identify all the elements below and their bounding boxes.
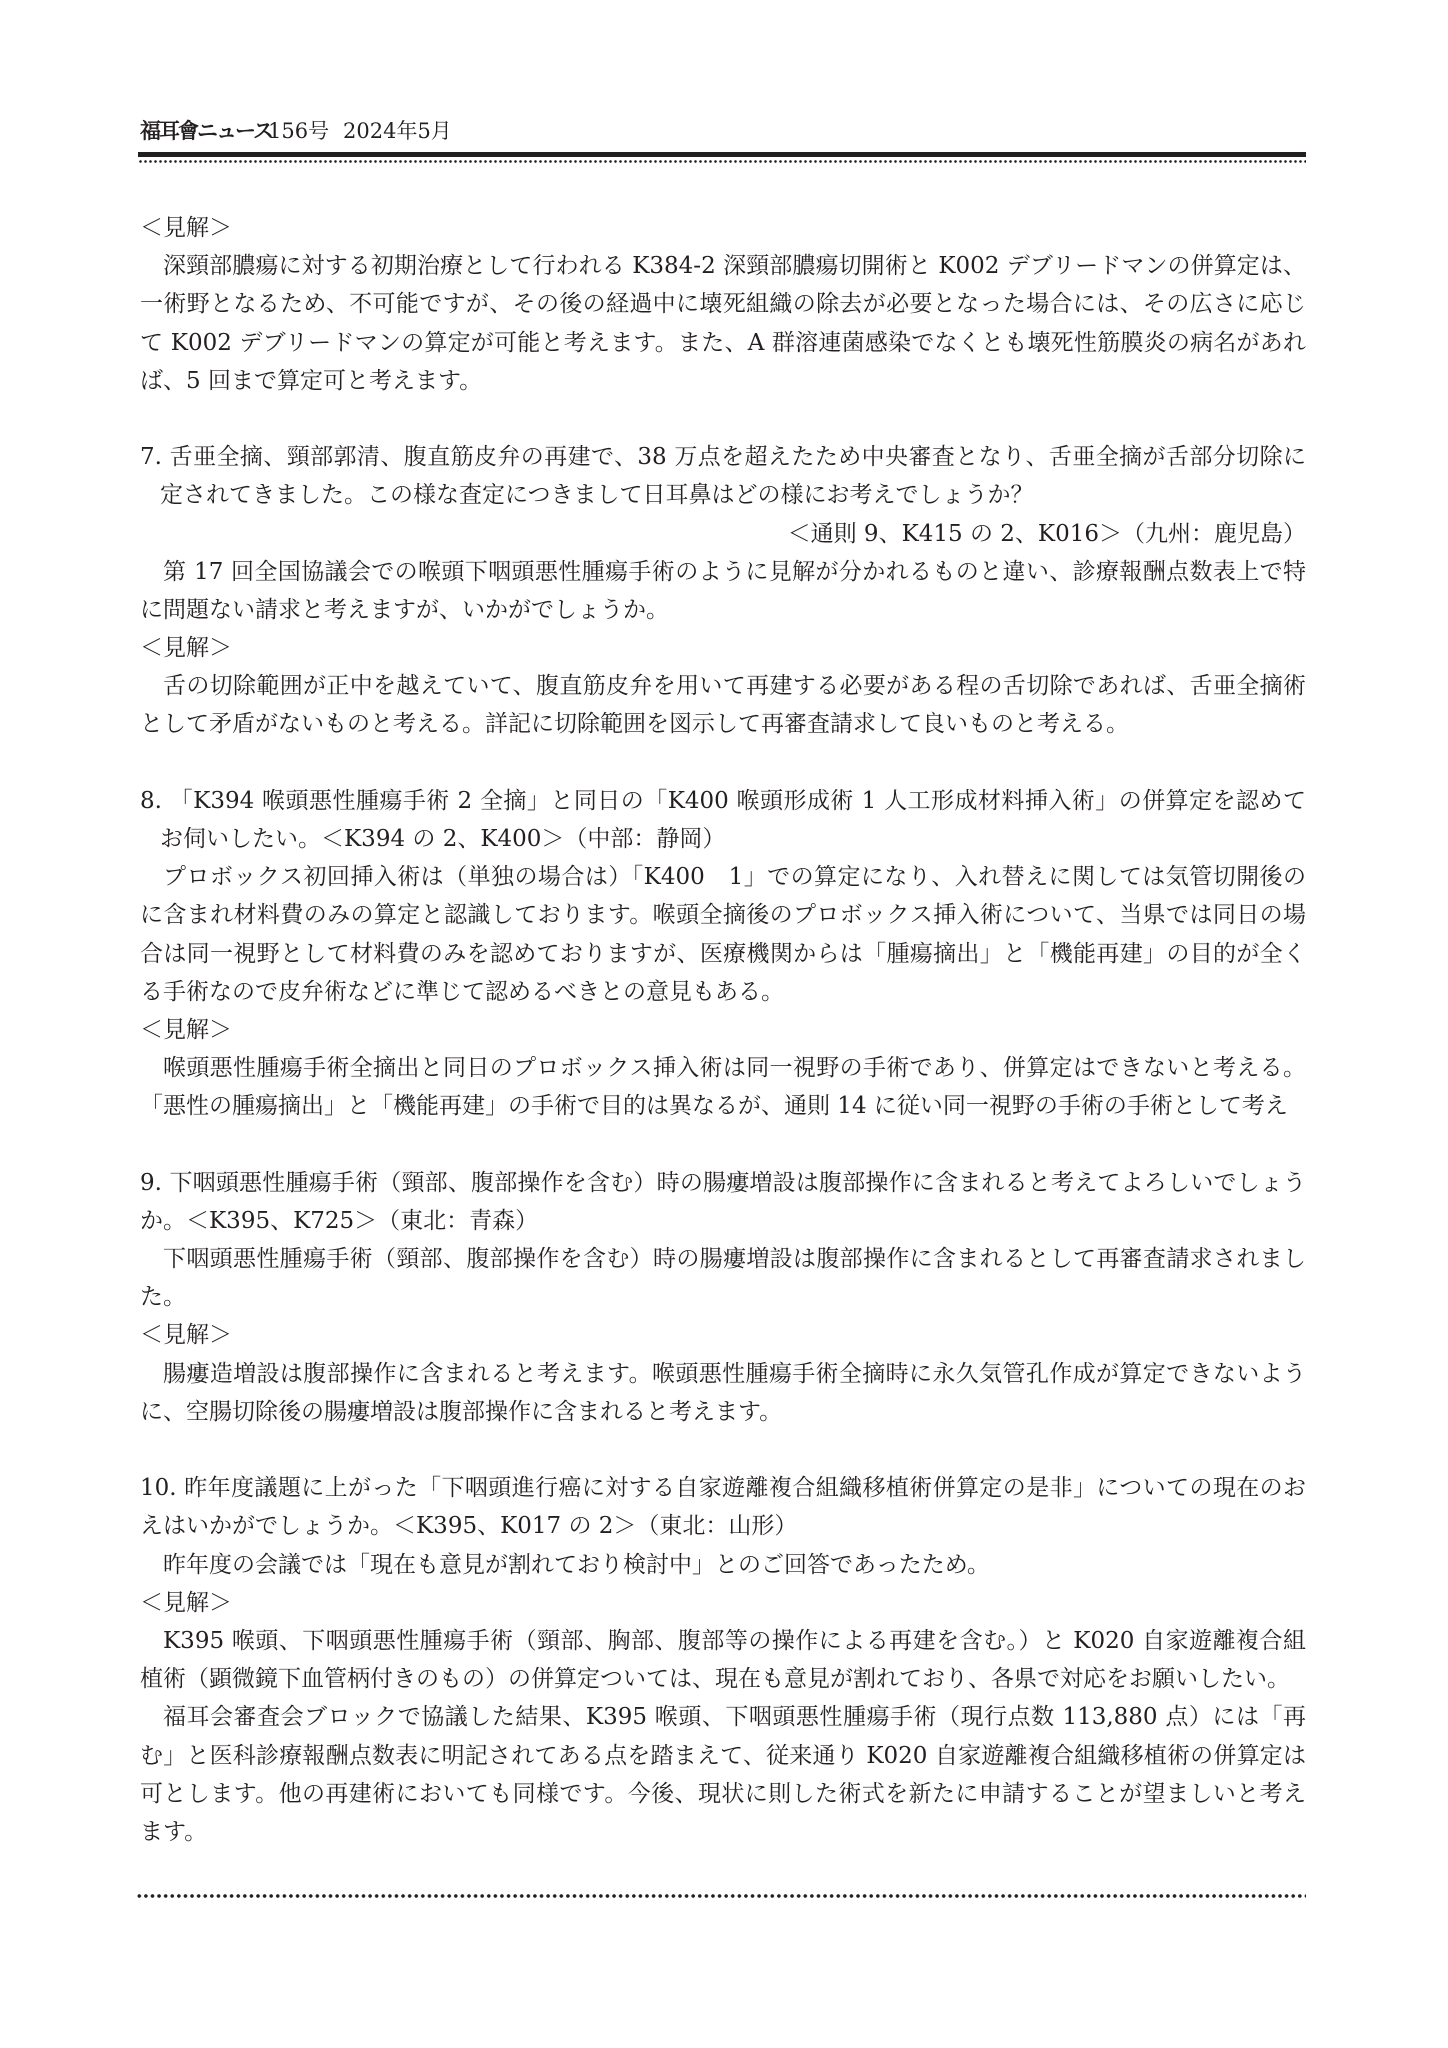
question-comment: 合は同一視野として材料費のみを認めておりますが、医療機関からは「腫瘍摘出」と「機能再建」の目的が全く: [140, 940, 1306, 967]
header-dotted-rule: [138, 160, 1306, 163]
question-text: 7. 舌亜全摘、頸部郭清、腹直筋皮弁の再建で、38 万点を超えたため中央審査となり、舌亜全摘が舌部分切除に: [140, 444, 1306, 471]
opinion-text: として矛盾がないものと考える。詳記に切除範囲を図示して再審査請求して良いものと考える。: [140, 711, 1129, 738]
section-item-7: [140, 438, 1306, 744]
question-reference: ＜通則 9、K415 の 2、K016＞（九州：鹿児島）: [787, 520, 1306, 547]
opinion-text: 深頸部膿瘍に対する初期治療として行われる K384-2 深頸部膿瘍切開術と K002 デブリードマンの併算定は、: [163, 253, 1306, 280]
question-comment: に問題ない請求と考えますが、いかがでしょうか。: [140, 596, 669, 623]
opinion-text: 一術野となるため、不可能ですが、その後の経過中に壊死組織の除去が必要となった場合には、その広さに応じ: [140, 291, 1306, 318]
section-item-9: [140, 1164, 1306, 1431]
opinion-heading: ＜見解＞: [140, 1589, 232, 1616]
opinion-heading: ＜見解＞: [140, 1322, 232, 1349]
opinion-text: む」と医科診療報酬点数表に明記されてある点を踏まえて、従来通り K020 自家遊離複合組織移植術の併算定は: [140, 1742, 1306, 1769]
question-comment: 第 17 回全国協議会での喉頭下咽頭悪性腫瘍手術のように見解が分かれるものと違い、診療報酬点数表上で特: [163, 558, 1306, 585]
question-text: 9. 下咽頭悪性腫瘍手術（頸部、腹部操作を含む）時の腸瘻増設は腹部操作に含まれると考えてよろしいでしょう: [140, 1169, 1306, 1196]
opinion-text: 可とします。他の再建術においても同様です。今後、現状に則した術式を新たに申請することが望ましいと考え: [140, 1780, 1306, 1807]
opinion-text: 福耳会審査会ブロックで協議した結果、K395 喉頭、下咽頭悪性腫瘍手術（現行点数 113,880 点）には「再: [163, 1704, 1306, 1731]
opinion-text: 腸瘻造増設は腹部操作に含まれると考えます。喉頭悪性腫瘍手術全摘時に永久気管孔作成が算定できないよう: [163, 1360, 1306, 1387]
opinion-text: ます。: [140, 1818, 208, 1845]
question-text: 10. 昨年度議題に上がった「下咽頭進行癌に対する自家遊離複合組織移植術併算定の是非」についての現在のお: [140, 1475, 1306, 1502]
section-item-8: [140, 782, 1306, 1126]
opinion-text: 植術（顕微鏡下血管柄付きのもの）の併算定ついては、現在も意見が割れており、各県で対応をお願いしたい。: [140, 1666, 1290, 1693]
question-comment: 下咽頭悪性腫瘍手術（頸部、腹部操作を含む）時の腸瘻増設は腹部操作に含まれるとして再審査請求されまし: [163, 1246, 1306, 1273]
opinion-text: 喉頭悪性腫瘍手術全摘出と同日のプロボックス挿入術は同一視野の手術であり、併算定はできないと考える。: [163, 1055, 1306, 1082]
question-text: お伺いしたい。＜K394 の 2、K400＞（中部：静岡）: [160, 826, 726, 852]
question-text: か。＜K395、K725＞（東北：青森）: [140, 1207, 539, 1234]
question-text: えはいかがでしょうか。＜K395、K017 の 2＞（東北：山形）: [140, 1513, 798, 1540]
question-text: 定されてきました。この様な査定につきまして日耳鼻はどの様にお考えでしょうか？: [160, 482, 1034, 509]
opinion-heading: ＜見解＞: [140, 215, 232, 241]
header-rule: [138, 152, 1306, 157]
opinion-text: K395 喉頭、下咽頭悪性腫瘍手術（頸部、胸部、腹部等の操作による再建を含む。）と K020 自家遊離複合組: [163, 1627, 1306, 1654]
issue-date: 2024年5月: [343, 119, 452, 143]
question-comment: た。: [140, 1284, 186, 1311]
article-body: [140, 209, 1306, 1851]
question-comment: に含まれ材料費のみの算定と認識しております。喉頭全摘後のプロボックス挿入術について、当県では同日の場: [140, 902, 1306, 929]
opinion-heading: ＜見解＞: [140, 635, 232, 662]
question-comment: る手術なので皮弁術などに準じて認めるべきとの意見もある。: [140, 978, 784, 1005]
opinion-text: 「悪性の腫瘍摘出」と「機能再建」の手術で目的は異なるが、通則 14 に従い同一視野の手術の手術として考え: [140, 1093, 1288, 1120]
question-text: 8. 「K394 喉頭悪性腫瘍手術 2 全摘」と同日の「K400 喉頭形成術 1 人工形成材料挿入術」の併算定を認めて: [140, 787, 1306, 814]
opinion-text: ば、5 回まで算定可と考えます。: [140, 367, 483, 394]
opinion-text: 舌の切除範囲が正中を越えていて、腹直筋皮弁を用いて再建する必要がある程の舌切除であれば、舌亜全摘術: [163, 673, 1306, 700]
question-comment: プロボックス初回挿入術は（単独の場合は）「K400 1」での算定になり、入れ替えに関しては気管切開後の: [163, 864, 1306, 891]
issue-number: 156号: [268, 119, 330, 143]
opinion-heading: ＜見解＞: [140, 1016, 232, 1043]
section-item-6-opinion: [140, 209, 1306, 400]
question-comment: 昨年度の会議では「現在も意見が割れており検討中」とのご回答であったため。: [163, 1551, 990, 1578]
opinion-text: に、空腸切除後の腸瘻増設は腹部操作に含まれると考えます。: [140, 1398, 783, 1425]
footer-dotted-rule: [136, 1894, 1306, 1898]
section-item-10: [140, 1469, 1306, 1851]
opinion-text: て K002 デブリードマンの算定が可能と考えます。また、A 群溶連菌感染でなくとも壊死性筋膜炎の病名があれ: [140, 329, 1306, 356]
newsletter-logo: 福耳會ニュース: [140, 118, 272, 143]
